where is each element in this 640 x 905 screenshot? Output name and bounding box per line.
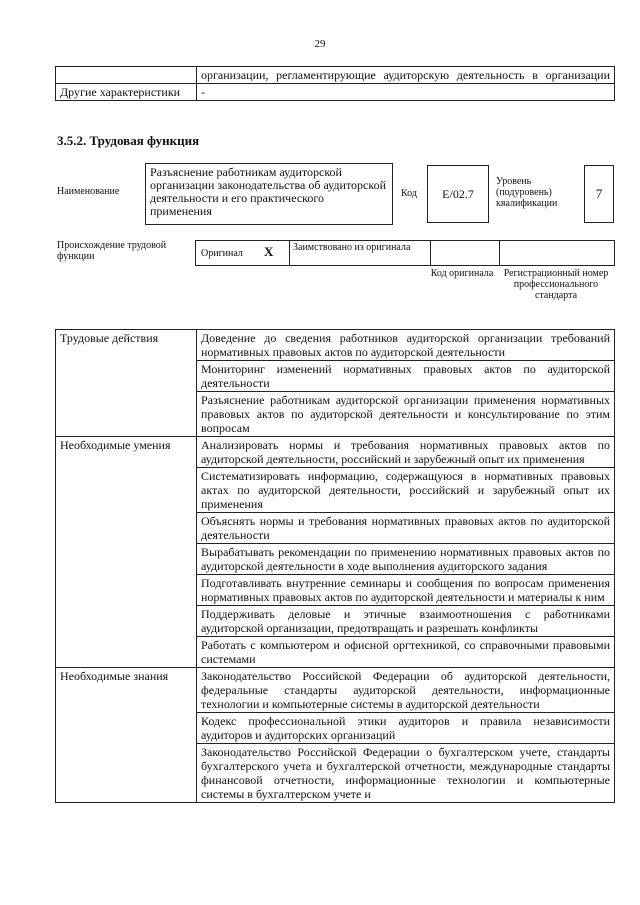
knowledge-item: Законодательство Российской Федерации о бухгалтерском учете, стандарты бухгалтерского учета и бухгалтерской отчетности, международные стандарты финансовой отчетности, информационные технологии и компьютерные системы в бухгалтерском учете и xyxy=(197,744,615,803)
labor-action-item: Мониторинг изменений нормативных правовых актов по аудиторской деятельности xyxy=(197,361,615,392)
function-name-box: Разъяснение работникам аудиторской организации законодательства об аудиторской деятельности и его практического применения xyxy=(145,163,393,225)
name-label: Наименование xyxy=(57,186,120,197)
reg-number-cell xyxy=(499,240,615,266)
borrowed-cell xyxy=(289,240,431,266)
level-value-box: 7 xyxy=(584,165,614,223)
previous-function-table xyxy=(55,66,615,101)
skill-item: Подготавливать внутренние семинары и сообщения по вопросам применения нормативных правовых актов по аудиторской деятельности и материалы к ним xyxy=(197,575,615,606)
knowledge-label: Необходимые знания xyxy=(56,668,197,803)
level-label: Уровень (подуровень) квалификации xyxy=(496,176,558,209)
skill-item: Вырабатывать рекомендации по применению нормативных правовых актов по аудиторской деятельности в ходе выполнения аудиторского задания xyxy=(197,544,615,575)
original-mark: X xyxy=(264,244,274,259)
section-title: 3.5.2. Трудовая функция xyxy=(57,133,200,148)
function-details-table xyxy=(55,329,615,803)
knowledge-item: Законодательство Российской Федерации об аудиторской деятельности, федеральные стандарты аудиторской деятельности, информационные технологии и компьютерные системы в аудиторской деятельности xyxy=(197,668,615,713)
skill-item: Объяснять нормы и требования нормативных правовых актов по аудиторской деятельности xyxy=(197,513,615,544)
empty-label-cell xyxy=(56,67,197,84)
other-characteristics-label: Другие характеристики xyxy=(56,84,197,101)
original-code-cell xyxy=(430,240,500,266)
skill-item: Систематизировать информацию, содержащуюся в нормативных правовых актах по аудиторской деятельности, российский и зарубежный опыт их применения xyxy=(197,468,615,513)
skill-item: Анализировать нормы и требования нормативных правовых актов по аудиторской деятельности, российский и зарубежный опыт их применения xyxy=(197,437,615,468)
original-cell xyxy=(195,240,290,266)
reg-number-caption: Регистрационный номер профессионального стандарта xyxy=(503,268,609,301)
other-characteristics-value: - xyxy=(197,84,615,101)
borrowed-label: Заимствовано из оригинала xyxy=(293,242,411,253)
skill-item: Работать с компьютером и офисной оргтехникой, со справочными правовыми системами xyxy=(197,637,615,668)
labor-actions-label: Трудовые действия xyxy=(56,330,197,437)
labor-action-item: Доведение до сведения работников аудиторской организации требований нормативных правовых актов по аудиторской деятельности xyxy=(197,330,615,361)
knowledge-item: Кодекс профессиональной этики аудиторов и правила независимости аудиторов и аудиторских организаций xyxy=(197,713,615,744)
function-code-box: E/02.7 xyxy=(427,165,489,223)
continuation-text: организации, регламентирующие аудиторскую деятельность в организации xyxy=(197,67,615,84)
skills-label: Необходимые умения xyxy=(56,437,197,668)
labor-action-item: Разъяснение работникам аудиторской организации применения нормативных правовых актов по аудиторской деятельности и консультирование по этим вопросам xyxy=(197,392,615,437)
page-number: 29 xyxy=(314,38,326,50)
origin-label: Происхождение трудовой функции xyxy=(57,240,167,262)
original-code-caption: Код оригинала xyxy=(430,268,494,279)
original-label: Оригинал xyxy=(201,248,243,259)
code-label: Код xyxy=(401,188,417,199)
skill-item: Поддерживать деловые и этичные взаимоотношения с работниками аудиторской организации, предотвращать и разрешать конфликты xyxy=(197,606,615,637)
